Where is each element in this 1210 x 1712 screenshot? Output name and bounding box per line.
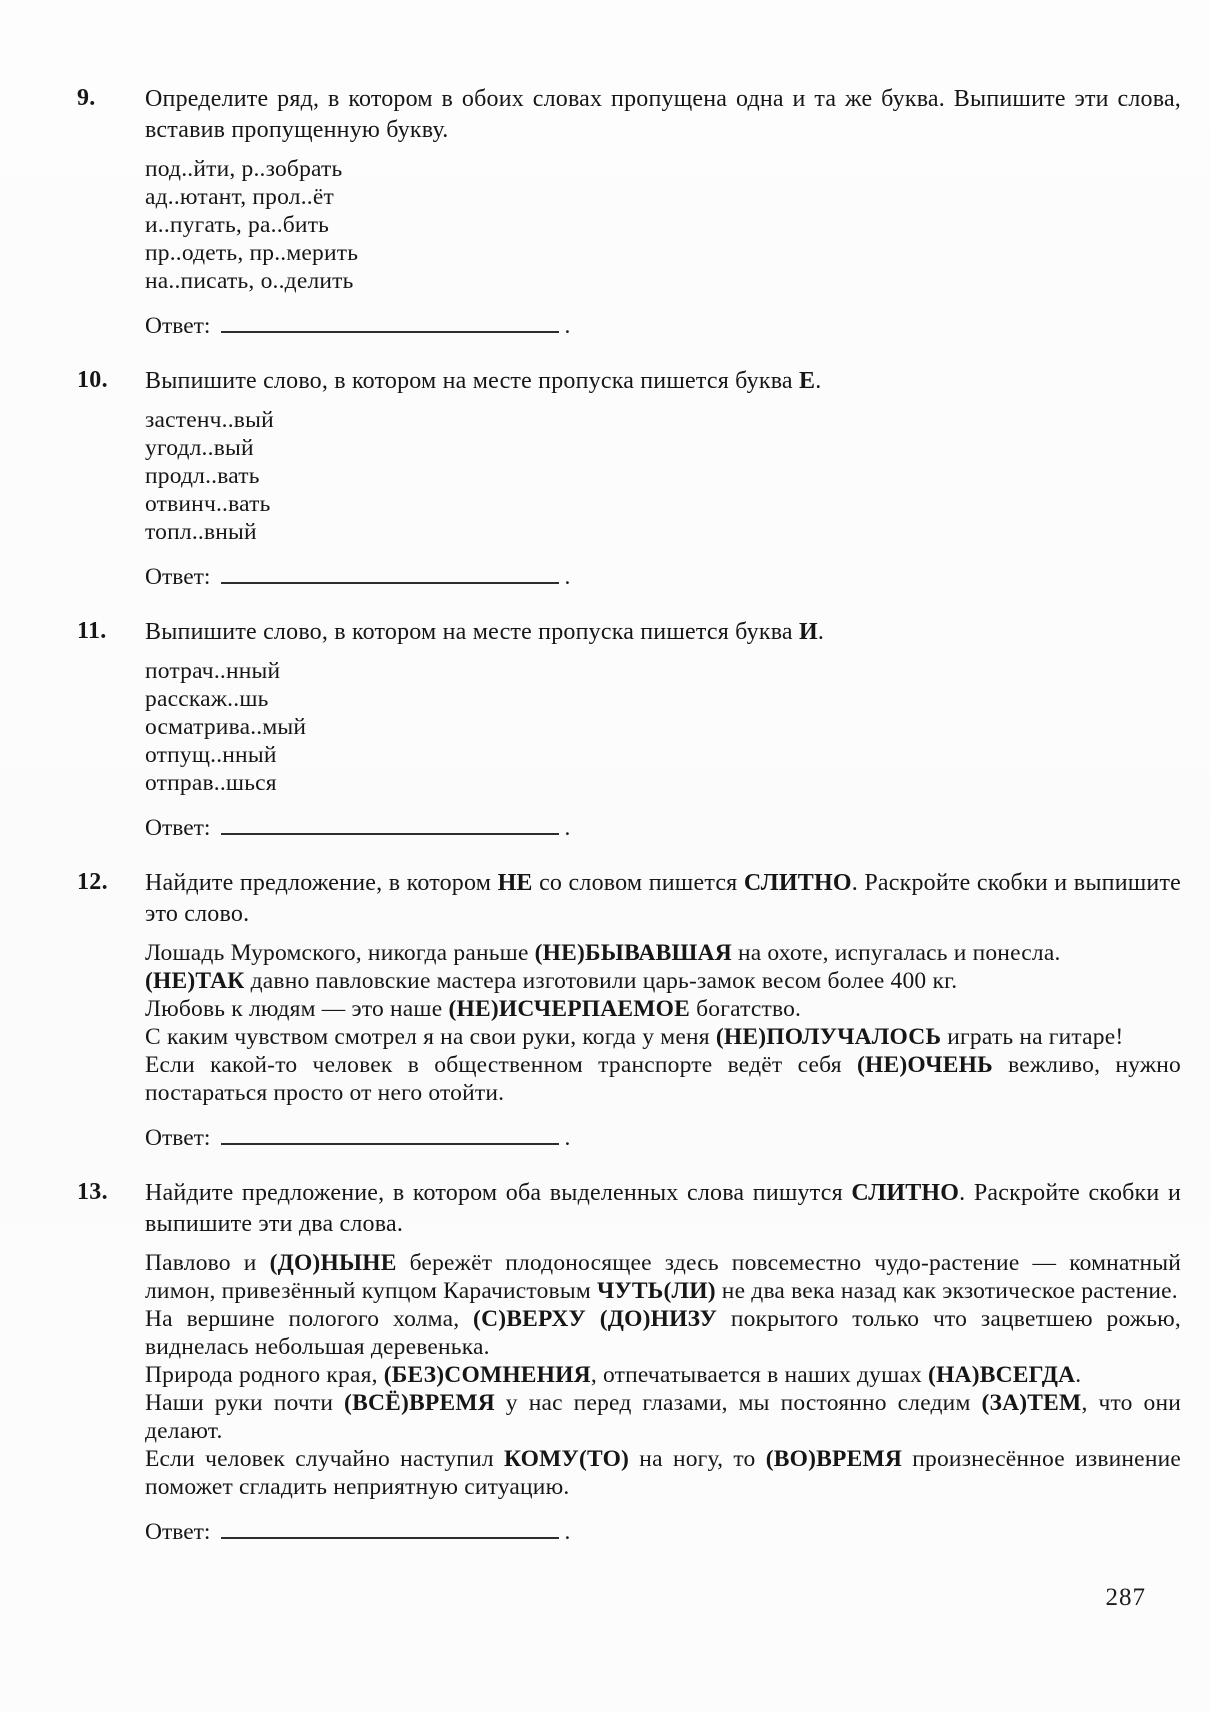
- task-options: [145, 1249, 1181, 1501]
- task-prompt: Выпишите слово, в котором на месте пропуска пишется буква И.: [145, 619, 825, 645]
- task-options: [145, 155, 1181, 295]
- answer-blank-line: [221, 812, 559, 835]
- answer-period: .: [564, 1125, 571, 1151]
- option-line: Лошадь Муромского, никогда раньше (НЕ)БЫВАВШАЯ на охоте, испугалась и понесла.: [145, 940, 1061, 966]
- option-line: отвинч..вать: [145, 491, 271, 517]
- task: [77, 366, 1181, 592]
- answer-row: [145, 310, 1181, 341]
- task: [77, 868, 1181, 1153]
- answer-period: .: [564, 1519, 571, 1545]
- option-line: На вершине пологого холма, (С)ВЕРХУ (ДО)НИЗУ покрытого только что зацветшею рожью, виднелась небольшая деревенька.: [145, 1306, 1181, 1360]
- task: [77, 84, 1181, 341]
- answer-row: [145, 1122, 1181, 1153]
- answer-row: [145, 561, 1181, 592]
- option-line: продл..вать: [145, 463, 260, 489]
- answer-blank-line: [221, 1122, 559, 1145]
- option-line: (НЕ)ТАК давно павловские мастера изготовили царь-замок весом более 400 кг.: [145, 968, 958, 994]
- task: [77, 1178, 1182, 1547]
- option-line: застенч..вый: [145, 407, 274, 433]
- option-line: пр..одеть, пр..мерить: [145, 240, 359, 266]
- page-number: 287: [1105, 1584, 1146, 1611]
- answer-row: [145, 1516, 1181, 1547]
- option-line: осматрива..мый: [145, 714, 307, 740]
- task-options: [145, 406, 1181, 546]
- task-prompt: Найдите предложение, в котором НЕ со словом пишется СЛИТНО. Раскройте скобки и выпишите это слово.: [145, 870, 1181, 927]
- task-number: 9.: [77, 85, 96, 111]
- option-line: С каким чувством смотрел я на свои руки, когда у меня (НЕ)ПОЛУЧАЛОСЬ играть на гитаре!: [145, 1024, 1124, 1050]
- option-line: отпущ..нный: [145, 742, 277, 768]
- answer-period: .: [564, 815, 571, 841]
- option-line: Любовь к людям — это наше (НЕ)ИСЧЕРПАЕМОЕ богатство.: [145, 996, 802, 1022]
- task-prompt: Определите ряд, в котором в обоих словах пропущена одна и та же буква. Выпишите эти слова, вставив пропущенную букву.: [145, 86, 1181, 143]
- option-line: Если какой-то человек в общественном транспорте ведёт себя (НЕ)ОЧЕНЬ вежливо, нужно постараться просто от него отойти.: [145, 1052, 1181, 1106]
- answer-blank-line: [221, 310, 559, 333]
- option-line: под..йти, р..зобрать: [145, 156, 343, 182]
- answer-label: Ответ:: [145, 564, 211, 590]
- answer-blank-line: [221, 1516, 559, 1539]
- task-options: [145, 657, 1181, 797]
- tasks: [77, 84, 1182, 1547]
- task-prompt: Найдите предложение, в котором оба выделенных слова пишутся СЛИТНО. Раскройте скобки и выпишите эти два слова.: [145, 1180, 1181, 1237]
- answer-label: Ответ:: [145, 1125, 211, 1151]
- option-line: ад..ютант, прол..ёт: [145, 184, 334, 210]
- option-line: и..пугать, ра..бить: [145, 212, 330, 238]
- task-number: 12.: [77, 869, 108, 895]
- answer-period: .: [564, 564, 571, 590]
- option-line: угодл..вый: [145, 435, 254, 461]
- option-line: Павлово и (ДО)НЫНЕ бережёт плодоносящее здесь повсеместно чудо-растение — комнатный лимон, привезённый купцом Карачистовым ЧУТЬ(ЛИ) не два века назад как экзотическое растение.: [145, 1250, 1181, 1304]
- option-line: на..писать, о..делить: [145, 268, 354, 294]
- task-options: [145, 939, 1181, 1107]
- option-line: Наши руки почти (ВСЁ)ВРЕМЯ у нас перед глазами, мы постоянно следим (ЗА)ТЕМ, что они делают.: [145, 1390, 1182, 1444]
- task: [77, 617, 1181, 843]
- task-number: 10.: [77, 367, 108, 393]
- answer-blank-line: [221, 561, 559, 584]
- answer-label: Ответ:: [145, 1519, 211, 1545]
- option-line: потрач..нный: [145, 658, 281, 684]
- option-line: расскаж..шь: [145, 686, 269, 712]
- task-number: 13.: [77, 1179, 108, 1205]
- option-line: топл..вный: [145, 519, 257, 545]
- option-line: отправ..шься: [145, 770, 277, 796]
- answer-label: Ответ:: [145, 313, 211, 339]
- option-line: Природа родного края, (БЕЗ)СОМНЕНИЯ, отпечатывается в наших душах (НА)ВСЕГДА.: [145, 1362, 1082, 1388]
- task-prompt: Выпишите слово, в котором на месте пропуска пишется буква Е.: [145, 368, 822, 394]
- option-line: Если человек случайно наступил КОМУ(ТО) на ногу, то (ВО)ВРЕМЯ произнесённое извинение поможет сгладить неприятную ситуацию.: [145, 1446, 1181, 1500]
- answer-period: .: [564, 313, 571, 339]
- task-number: 11.: [77, 618, 107, 644]
- answer-row: [145, 812, 1181, 843]
- answer-label: Ответ:: [145, 815, 211, 841]
